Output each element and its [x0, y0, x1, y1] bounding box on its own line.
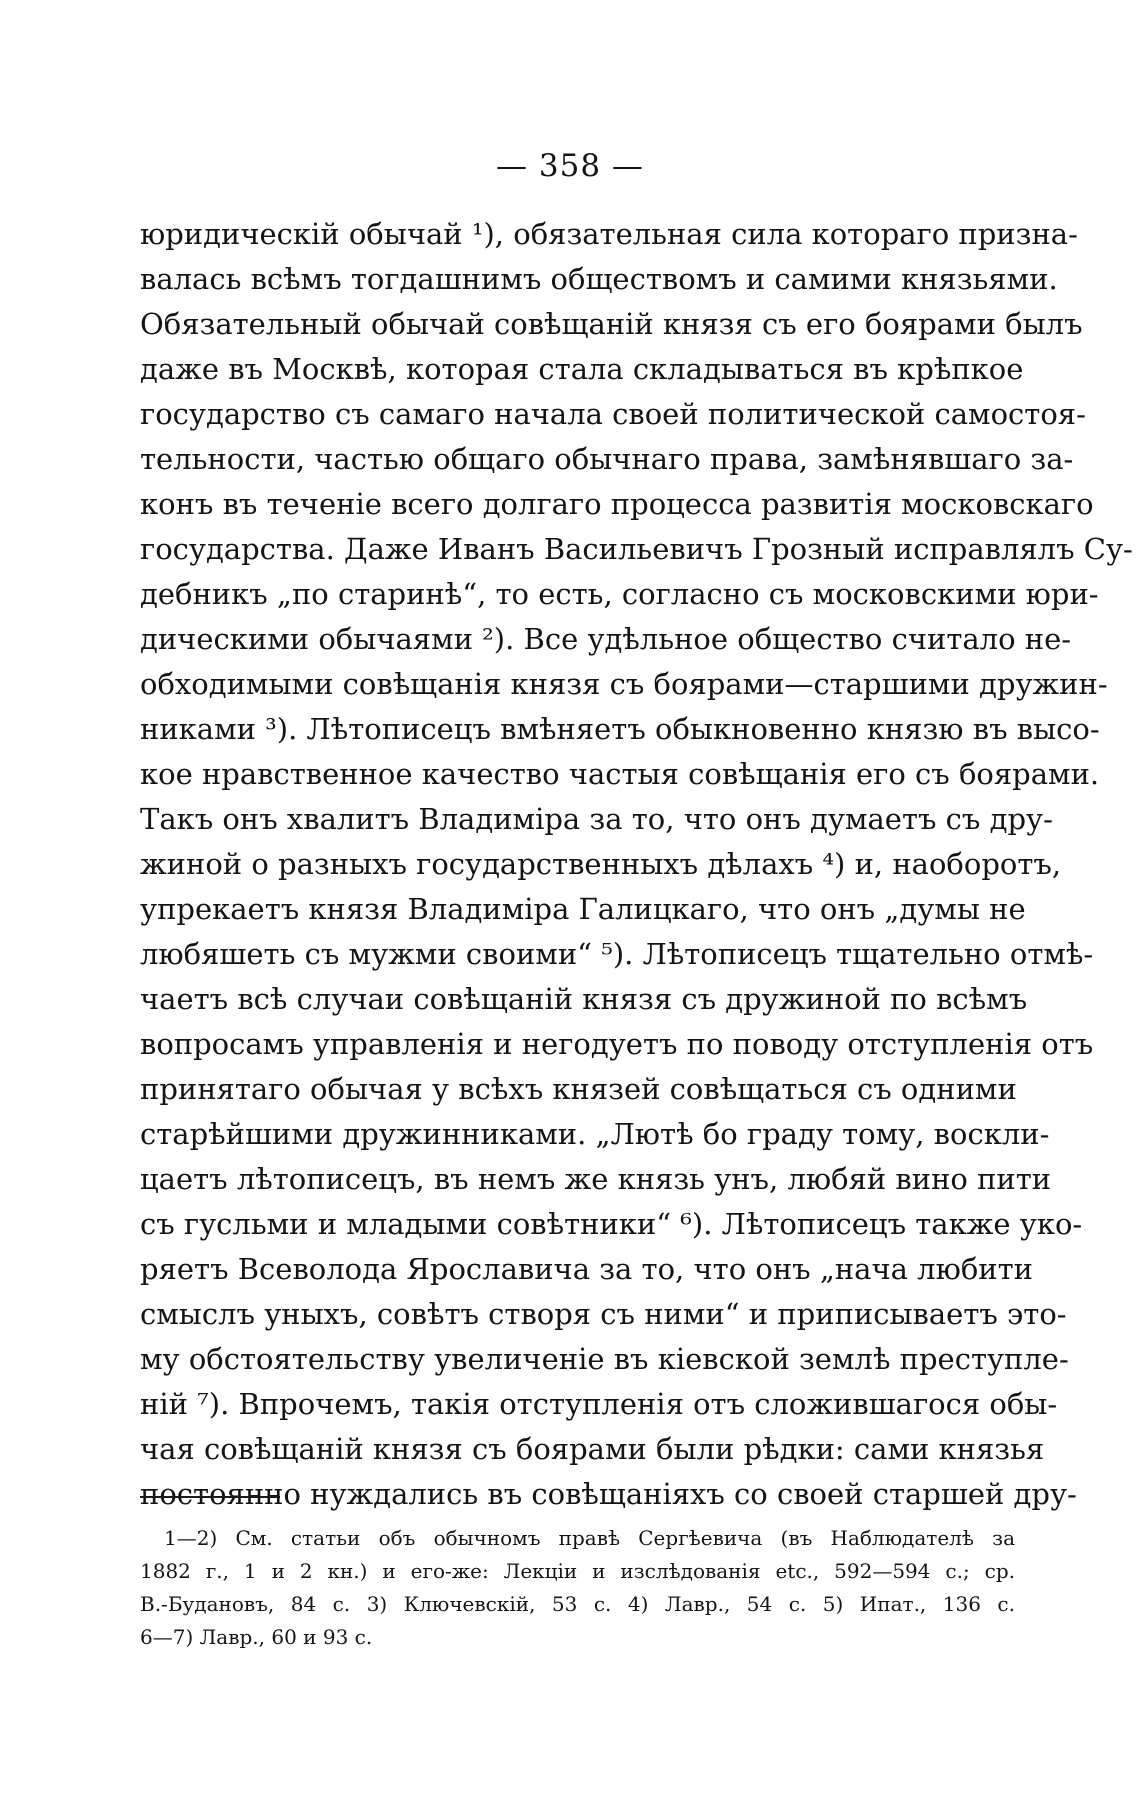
text-line: упрекаетъ князя Владиміра Галицкаго, что онъ „думы не	[140, 892, 1026, 926]
text-line: никами ³). Лѣтописецъ вмѣняетъ обыкновенно князю въ высо-	[140, 712, 1100, 746]
text-line: обходимыми совѣщанія князя съ боярами—старшими дружин-	[140, 667, 1108, 701]
text-line: съ гусльми и младыми совѣтники“ ⁶). Лѣтописецъ также уко-	[140, 1207, 1083, 1241]
text-line: му обстоятельству увеличеніе въ кіевской землѣ преступле-	[140, 1342, 1069, 1376]
text-line: юридическій обычай ¹), обязательная сила котораго призна-	[140, 217, 1078, 251]
text-line: жиной о разныхъ государственныхъ дѣлахъ ⁴) и, наоборотъ,	[140, 847, 1062, 881]
footnote-divider	[140, 1496, 280, 1498]
text-line: ряетъ Всеволода Ярославича за то, что онъ „нача любити	[140, 1252, 1033, 1286]
text-line: ній ⁷). Впрочемъ, такія отступленія отъ сложившагося обы-	[140, 1387, 1058, 1421]
text-line: дическими обычаями ²). Все удѣльное общество считало не-	[140, 622, 1072, 656]
text-line: конъ въ теченіе всего долгаго процесса развитія московскаго	[140, 487, 1094, 521]
footnote-line: 6—7) Лавр., 60 и 93 с.	[140, 1625, 373, 1649]
text-line: чаетъ всѣ случаи совѣщаній князя съ дружиной по всѣмъ	[140, 982, 1028, 1016]
body-text	[140, 212, 1133, 1517]
text-line: государство съ самаго начала своей политической самостоя-	[140, 397, 1086, 431]
text-line: даже въ Москвѣ, которая стала складываться въ крѣпкое	[140, 352, 1024, 386]
text-line: вопросамъ управленія и негодуетъ по поводу отступленія отъ	[140, 1027, 1094, 1061]
footnote-line: 1—2) См. статьи объ обычномъ правѣ Сергѣевича (въ Наблюдателѣ за	[164, 1526, 1015, 1550]
text-line: дебникъ „по старинѣ“, то есть, согласно съ московскими юри-	[140, 577, 1099, 611]
footnote-line: 1882 г., 1 и 2 кн.) и его-же: Лекціи и изслѣдованія etc., 592—594 с.; ср.	[140, 1559, 1015, 1583]
text-line: чая совѣщаній князя съ боярами были рѣдки: сами князья	[140, 1432, 1045, 1466]
text-line: старѣйшими дружинниками. „Лютѣ бо граду тому, воскли-	[140, 1117, 1050, 1151]
text-line: тельности, частью общаго обычнаго права, замѣнявшаго за-	[140, 442, 1074, 476]
footnote-line: В.-Будановъ, 84 с. 3) Ключевскій, 53 с. 4) Лавр., 54 с. 5) Ипат., 136 с.	[140, 1592, 1015, 1616]
text-line: любяшеть съ мужми своими“ ⁵). Лѣтописецъ тщательно отмѣ-	[140, 937, 1094, 971]
text-line: смыслъ уныхъ, совѣтъ створя съ ними“ и приписываетъ это-	[140, 1297, 1067, 1331]
page-number: — 358 —	[496, 148, 644, 184]
text-line: валась всѣмъ тогдашнимъ обществомъ и самими князьями.	[140, 262, 1058, 296]
text-line: Такъ онъ хвалитъ Владиміра за то, что онъ думаетъ съ дру-	[140, 802, 1053, 836]
text-line: принятаго обычая у всѣхъ князей совѣщаться съ одними	[140, 1072, 1017, 1106]
text-line: государства. Даже Иванъ Васильевичъ Грозный исправлялъ Су-	[140, 532, 1133, 566]
footnotes	[140, 1522, 1015, 1654]
text-line: постоянно нуждались въ совѣщаніяхъ со своей старшей дру-	[140, 1477, 1077, 1511]
text-line: Обязательный обычай совѣщаній князя съ его боярами былъ	[140, 307, 1083, 341]
text-line: цаетъ лѣтописецъ, въ немъ же князь унъ, любяй вино пити	[140, 1162, 1052, 1196]
text-line: кое нравственное качество частыя совѣщанія его съ боярами.	[140, 757, 1100, 791]
